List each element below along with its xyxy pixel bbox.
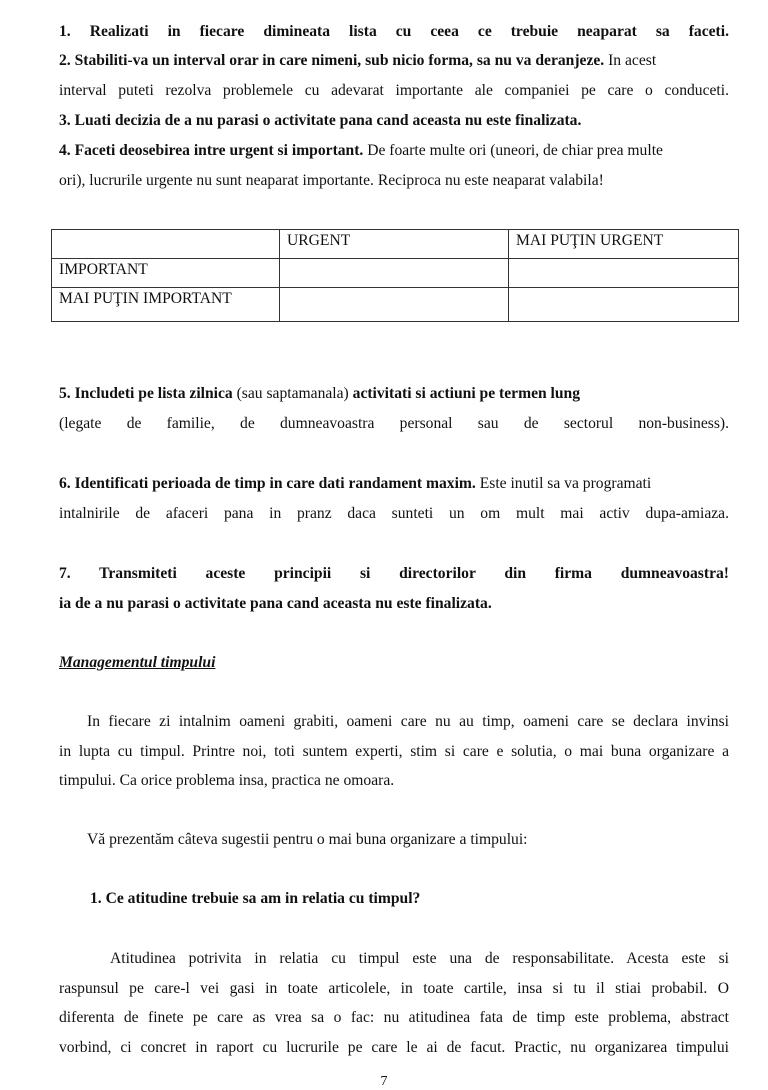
question-heading-1 [90, 889, 729, 909]
table-row [52, 259, 739, 288]
list-item-2-line-1 [59, 51, 729, 71]
list-item-1 [59, 22, 729, 42]
list-item-5-bold-a: 5. Includeti pe lista zilnica [59, 385, 233, 402]
paragraph-2: Vă prezentăm câteva sugestii pentru o mai buna organizare a timpului: [87, 831, 528, 848]
section-heading-row [59, 653, 729, 673]
list-item-1-text: 1. Realizati in fiecare dimineata lista cu ceea ce trebuie neaparat sa faceti. [59, 23, 729, 40]
section-heading: Managementul timpului [59, 654, 216, 671]
list-item-4-bold: 4. Faceti deosebirea intre urgent si important. [59, 142, 364, 159]
list-item-7-line-2 [59, 594, 729, 614]
row-header-important: IMPORTANT [52, 259, 280, 288]
paragraph-3-line-4: vorbind, ci concret in raport cu lucrurile pe care le ai de facut. Practic, nu organizarea timpului [59, 1039, 729, 1056]
paragraph-1-line-2: in lupta cu timpul. Printre noi, toti suntem experti, stim si care e solutia, o mai buna organizare a [59, 743, 729, 760]
table-cell-empty [509, 288, 739, 322]
list-item-5-line-1 [59, 384, 729, 404]
list-item-6-rest: Este inutil sa va programati [475, 475, 652, 492]
table-cell-empty [280, 259, 509, 288]
table-cell-empty [509, 259, 739, 288]
list-item-7-text-2: ia de a nu parasi o activitate pana cand aceasta nu este finalizata. [59, 595, 492, 612]
paragraph-3-line-3: diferenta de finete pe care as vrea sa o fac: nu atitudinea fata de timp este problema, abstract [59, 1009, 729, 1026]
list-item-6-line-2: intalnirile de afaceri pana in pranz daca sunteti un om mult mai activ dupa-amiaza. [59, 505, 729, 522]
list-item-3 [59, 111, 729, 131]
list-item-2-line-2: interval puteti rezolva problemele cu adevarat importante ale companiei pe care o conduceti. [59, 82, 729, 99]
list-item-2-bold: 2. Stabiliti-va un interval orar in care nimeni, sub nicio forma, sa nu va deranjeze. [59, 52, 605, 69]
page-number: 7 [380, 1074, 388, 1089]
list-item-7-text: 7. Transmiteti aceste principii si directorilor din firma dumneavoastra! [59, 565, 729, 582]
paragraph-3-line-1: Atitudinea potrivita in relatia cu timpul este una de responsabilitate. Acesta este si [110, 950, 729, 967]
list-item-4-line-1 [59, 141, 729, 161]
list-item-6-bold: 6. Identificati perioada de timp in care dati randament maxim. [59, 475, 476, 492]
paragraph-3-line-2: raspunsul pe care-l vei gasi in toate articolele, in toate cartile, insa si tu il stiai probabil. O [59, 980, 729, 997]
list-item-2-rest: In acest [604, 52, 657, 69]
column-header-less-urgent: MAI PUŢIN URGENT [509, 230, 739, 259]
list-item-5-normal: (sau saptamanala) [232, 385, 353, 402]
paragraph-1-line-1: In fiecare zi intalnim oameni grabiti, oameni care nu au timp, oameni care se declara invinsi [87, 713, 729, 730]
table-row [52, 230, 739, 259]
column-header-urgent: URGENT [280, 230, 509, 259]
list-item-3-text: 3. Luati decizia de a nu parasi o activitate pana cand aceasta nu este finalizata. [59, 112, 582, 129]
list-item-7-line-1 [59, 564, 729, 584]
list-item-6-line-1 [59, 474, 729, 494]
list-item-4-line-2: ori), lucrurile urgente nu sunt neaparat importante. Reciproca nu este neaparat valabila! [59, 172, 604, 189]
table-cell-empty [52, 230, 280, 259]
table-cell-empty [280, 288, 509, 322]
priority-matrix-table [51, 229, 739, 322]
list-item-4-rest: De foarte multe ori (uneori, de chiar prea multe [363, 142, 663, 159]
list-item-5-line-2: (legate de familie, de dumneavoastra personal sau de sectorul non-business). [59, 415, 729, 432]
list-item-5-bold-b: activitati si actiuni pe termen lung [352, 385, 581, 402]
paragraph-1-line-3: timpului. Ca orice problema insa, practica ne omoara. [59, 772, 395, 789]
question-heading-1-text: 1. Ce atitudine trebuie sa am in relatia cu timpul? [90, 890, 421, 907]
row-header-less-important: MAI PUŢIN IMPORTANT [52, 288, 280, 322]
table-row [52, 288, 739, 322]
